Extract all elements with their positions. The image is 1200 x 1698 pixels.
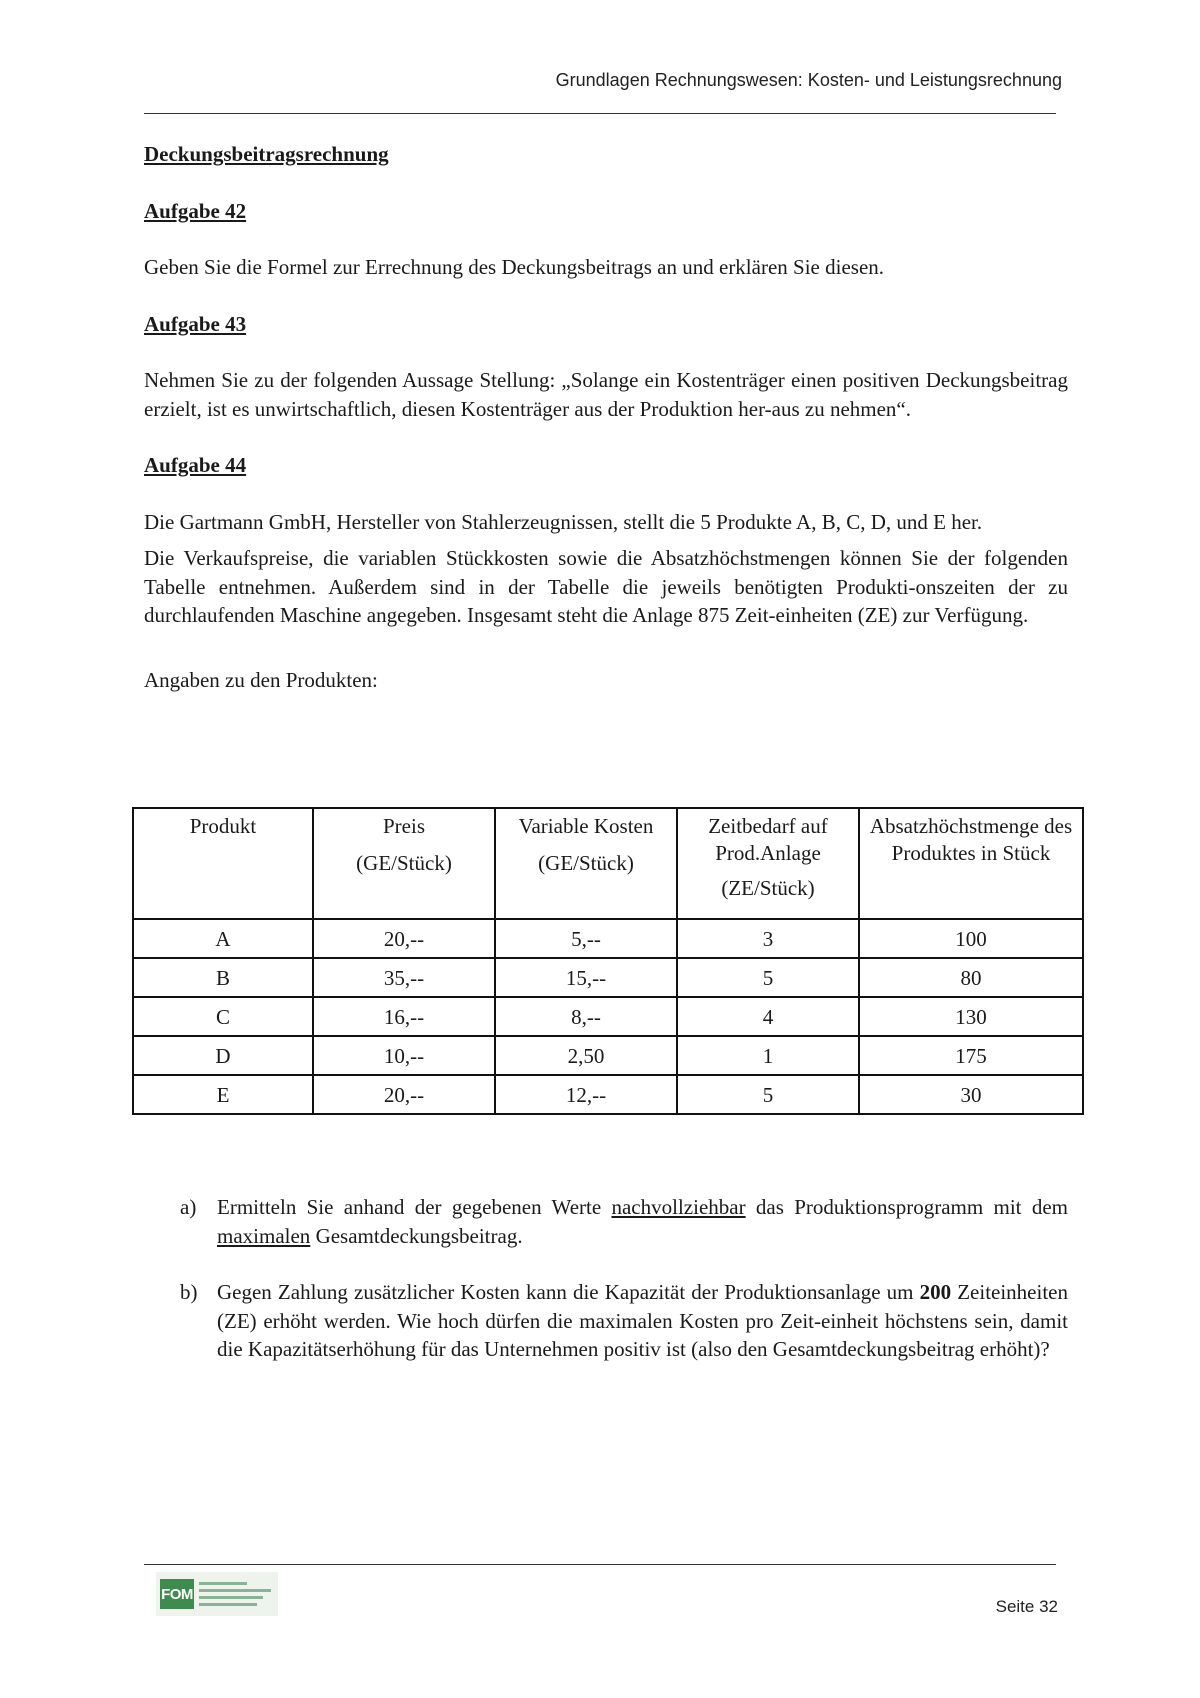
question-a-text-1: Ermitteln Sie anhand der gegebenen Werte bbox=[217, 1195, 612, 1219]
product-table bbox=[132, 807, 1084, 1115]
question-a-underlined-2: maximalen bbox=[217, 1223, 311, 1248]
table-caption: Angaben zu den Produkten: bbox=[144, 667, 378, 692]
question-b bbox=[180, 1278, 1068, 1364]
header-zeitbedarf-label: Zeitbedarf auf Prod.Anlage bbox=[708, 814, 828, 865]
header-variable-kosten bbox=[495, 808, 677, 919]
fom-logo-tagline bbox=[199, 1582, 271, 1606]
task-43-text: Nehmen Sie zu der folgenden Aussage Stellung: „Solange ein Kostenträger einen positiven Deckungsbeitrag erzielt, ist es unwirtschaftlich, diesen Kostenträger aus der Produktion her-aus zu nehmen“. bbox=[144, 368, 1068, 421]
header-preis-label: Preis bbox=[383, 814, 425, 838]
question-a-text-3: Gesamtdeckungsbeitrag. bbox=[310, 1223, 523, 1248]
header-zeitbedarf bbox=[677, 808, 859, 919]
header-divider bbox=[144, 113, 1056, 114]
header-preis-unit: (GE/Stück) bbox=[356, 851, 452, 875]
question-a bbox=[180, 1193, 1068, 1250]
cell-preis: 20,-- bbox=[313, 919, 495, 958]
cell-absatzhoechstmenge: 100 bbox=[859, 919, 1083, 958]
cell-variable-kosten: 12,-- bbox=[495, 1075, 677, 1114]
cell-absatzhoechstmenge: 130 bbox=[859, 997, 1083, 1036]
header-absatzhoechstmenge bbox=[859, 808, 1083, 919]
cell-preis: 35,-- bbox=[313, 958, 495, 997]
cell-variable-kosten: 8,-- bbox=[495, 997, 677, 1036]
cell-zeitbedarf: 5 bbox=[677, 958, 859, 997]
cell-produkt: D bbox=[133, 1036, 313, 1075]
task-44-questions bbox=[180, 1193, 1068, 1364]
header-variable-kosten-label: Variable Kosten bbox=[518, 814, 654, 838]
question-a-text-2: das Produktionsprogramm mit dem bbox=[745, 1195, 1068, 1219]
table-header-row bbox=[133, 808, 1083, 919]
cell-preis: 10,-- bbox=[313, 1036, 495, 1075]
product-table-wrapper bbox=[132, 807, 1084, 1115]
question-a-underlined-1: nachvollziehbar bbox=[611, 1195, 746, 1219]
cell-zeitbedarf: 3 bbox=[677, 919, 859, 958]
header-produkt-label: Produkt bbox=[189, 814, 257, 838]
table-row bbox=[133, 997, 1083, 1036]
question-b-bold-value: 200 bbox=[919, 1280, 952, 1304]
header-absatzhoechstmenge-label: Absatzhöchstmenge des Produktes in Stück bbox=[869, 814, 1073, 865]
question-b-text-1: Gegen Zahlung zusätzlicher Kosten kann die Kapazität der Produktionsanlage um bbox=[217, 1280, 920, 1304]
cell-variable-kosten: 15,-- bbox=[495, 958, 677, 997]
table-row bbox=[133, 1075, 1083, 1114]
header-produkt bbox=[133, 808, 313, 919]
section-title: Deckungsbeitragsrechnung bbox=[144, 142, 389, 166]
header-variable-kosten-unit: (GE/Stück) bbox=[538, 851, 634, 875]
header-preis bbox=[313, 808, 495, 919]
table-row bbox=[133, 919, 1083, 958]
task-43-title: Aufgabe 43 bbox=[144, 311, 247, 336]
question-a-label: a) bbox=[180, 1195, 197, 1219]
cell-zeitbedarf: 5 bbox=[677, 1075, 859, 1114]
footer-divider bbox=[144, 1564, 1056, 1565]
cell-zeitbedarf: 4 bbox=[677, 997, 859, 1036]
cell-preis: 20,-- bbox=[313, 1075, 495, 1114]
cell-variable-kosten: 5,-- bbox=[495, 919, 677, 958]
task-44-paragraph-1: Die Gartmann GmbH, Hersteller von Stahlerzeugnissen, stellt die 5 Produkte A, B, C, D, und E her. bbox=[144, 509, 983, 534]
page-body bbox=[144, 140, 1068, 694]
table-row bbox=[133, 1036, 1083, 1075]
cell-produkt: B bbox=[133, 958, 313, 997]
cell-absatzhoechstmenge: 30 bbox=[859, 1075, 1083, 1114]
task-44-title: Aufgabe 44 bbox=[144, 453, 247, 477]
task-42-title: Aufgabe 42 bbox=[144, 198, 247, 223]
page-number: Seite 32 bbox=[995, 1597, 1058, 1616]
header-zeitbedarf-unit: (ZE/Stück) bbox=[721, 876, 815, 900]
cell-variable-kosten: 2,50 bbox=[495, 1036, 677, 1075]
question-b-label: b) bbox=[180, 1280, 198, 1304]
task-44-paragraph-2: Die Verkaufspreise, die variablen Stückkosten sowie die Absatzhöchstmengen können Sie der folgenden Tabelle entnehmen. Außerdem sind in der Tabelle die jeweils benötigten Produkti-onszeiten der zu durchlaufenden Maschine angegeben. Insgesamt steht die Anlage 875 Zeit-einheiten (ZE) zur Verfügung. bbox=[144, 546, 1068, 627]
cell-absatzhoechstmenge: 80 bbox=[859, 958, 1083, 997]
table-row bbox=[133, 958, 1083, 997]
cell-preis: 16,-- bbox=[313, 997, 495, 1036]
fom-logo-mark: FOM bbox=[160, 1579, 194, 1609]
header-title: Grundlagen Rechnungswesen: Kosten- und Leistungsrechnung bbox=[555, 70, 1062, 90]
task-42-text: Geben Sie die Formel zur Errechnung des Deckungsbeitrags an und erklären Sie diesen. bbox=[144, 255, 885, 279]
cell-produkt: C bbox=[133, 997, 313, 1036]
cell-zeitbedarf: 1 bbox=[677, 1036, 859, 1075]
cell-produkt: E bbox=[133, 1075, 313, 1114]
question-b-text-2: Zeiteinheiten (ZE) erhöht werden. Wie hoch dürfen die maximalen Kosten pro Zeit-einheit höchstens sein, damit die Kapazitätserhöhung für das Unternehmen positiv ist (also den Gesamtdeckungsbeitrag erhöht)? bbox=[217, 1280, 1068, 1361]
fom-logo bbox=[156, 1572, 278, 1616]
cell-absatzhoechstmenge: 175 bbox=[859, 1036, 1083, 1075]
cell-produkt: A bbox=[133, 919, 313, 958]
